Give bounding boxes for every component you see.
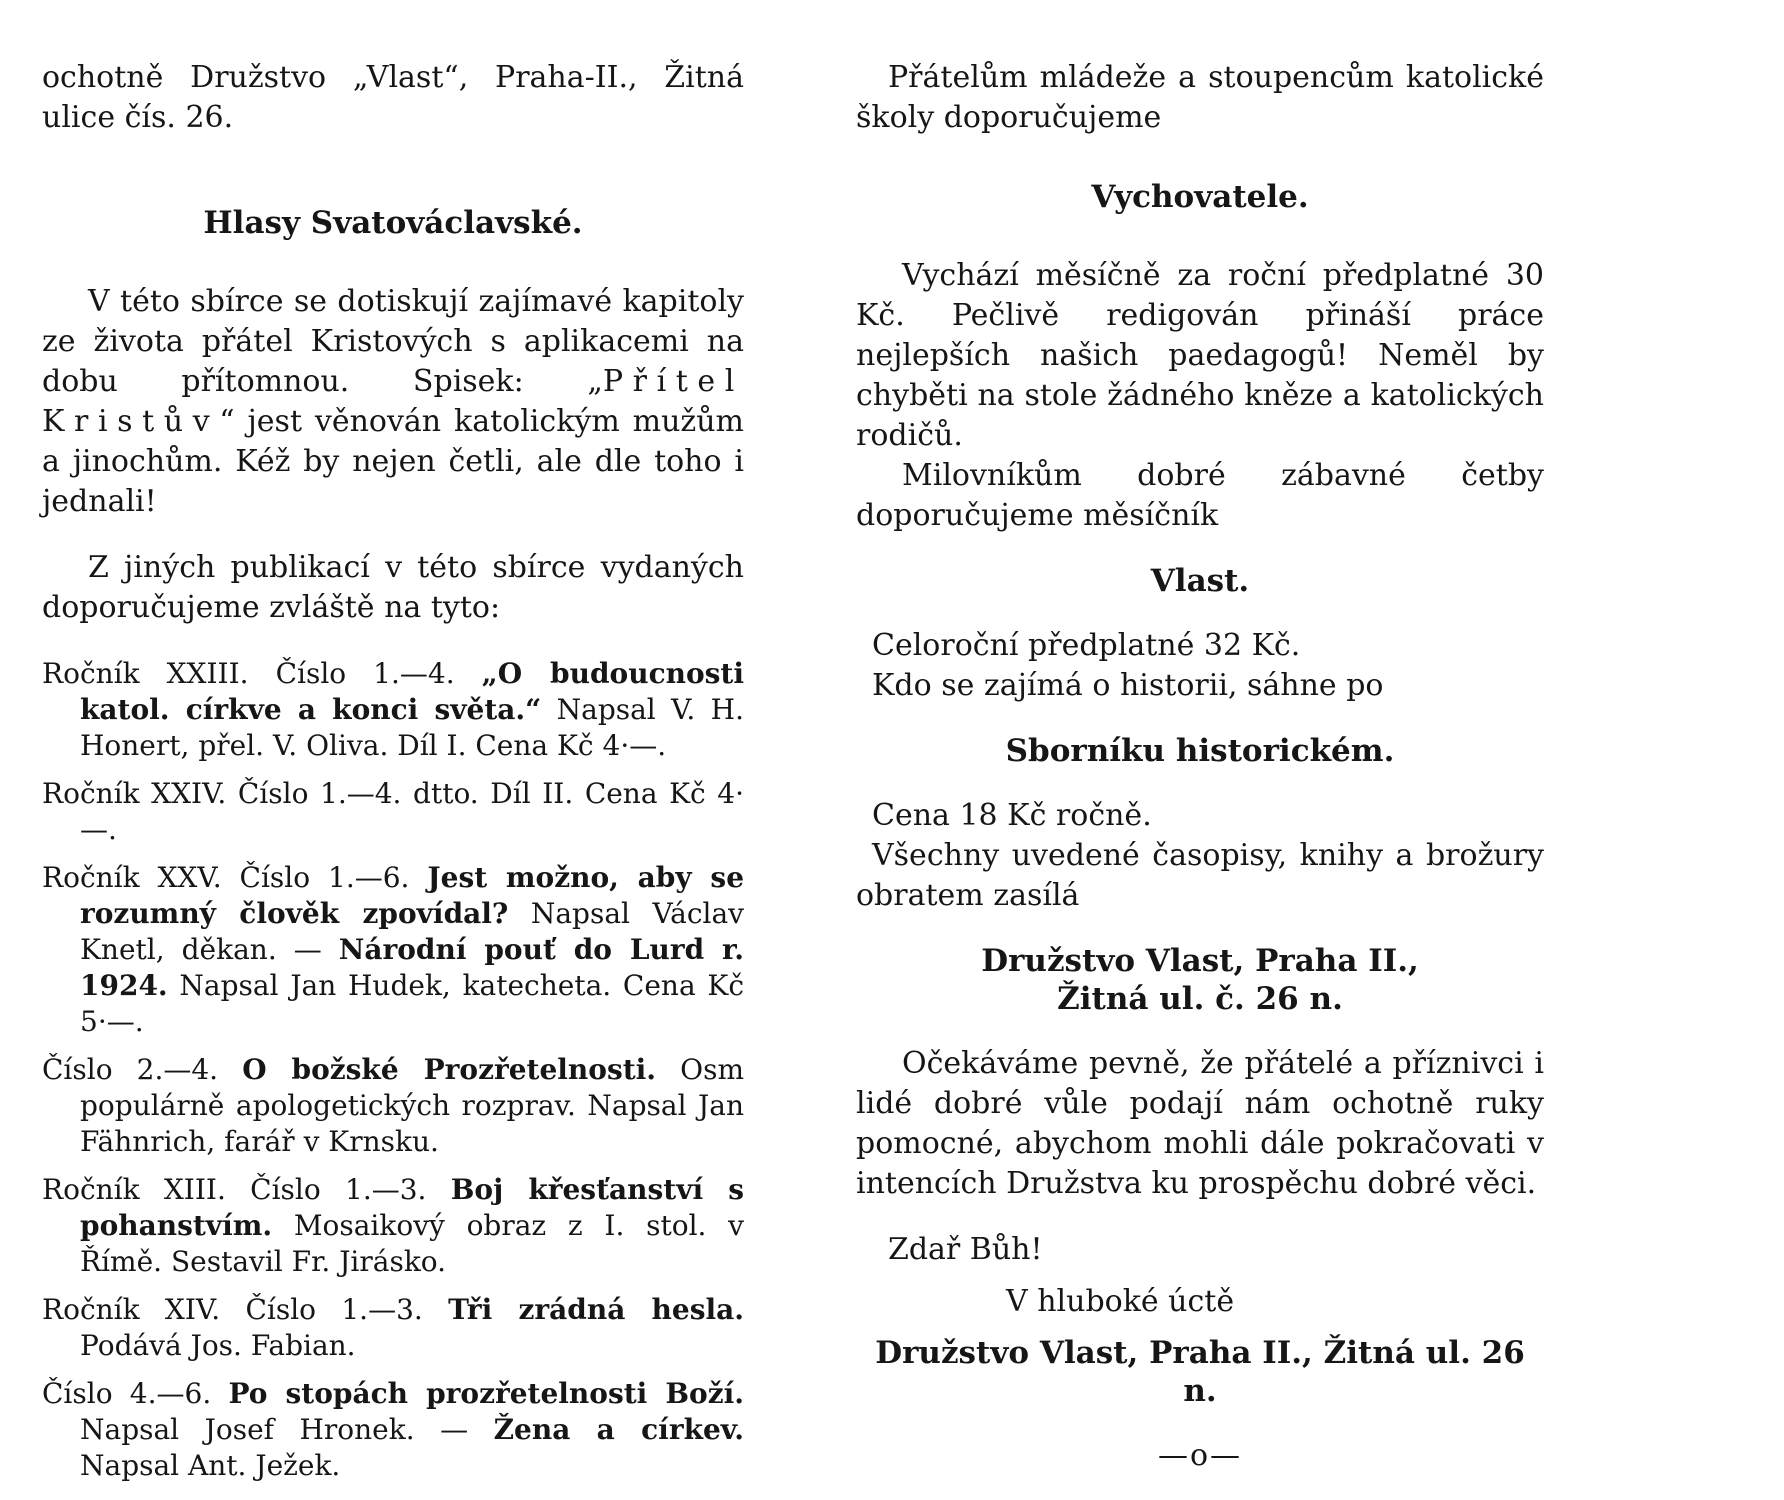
publications-list [42, 656, 744, 1484]
publication-item: Číslo 4.—6. Po stopách prozřetelnosti Boží. Napsal Josef Hronek. — Žena a církev. Napsal Ant. Ježek. [42, 1377, 745, 1482]
address-heading-line1: Družstvo Vlast, Praha II., [981, 942, 1419, 979]
section-heading-sbornik-historicky: Sborníku historickém. [1005, 732, 1395, 769]
paragraph-pratelum: Přátelům mládeže a stoupencům katolické školy doporučujeme [856, 60, 1544, 135]
publication-item: Ročník XXV. Číslo 1.—6. Jest možno, aby se rozumný člověk zpovídal? Napsal Václav Knetl, děkan. — Národní pouť do Lurd r. 1924. Napsal Jan Hudek, katecheta. Cena Kč 5·—. [42, 861, 745, 1038]
end-divider: —o— [1157, 1437, 1243, 1473]
signature-line: Družstvo Vlast, Praha II., Žitná ul. 26 n. [875, 1334, 1525, 1409]
address-heading [856, 942, 1544, 1018]
continuation-paragraph: ochotně Družstvo „Vlast“, Praha-II., Žitná ulice čís. 26. [42, 60, 744, 135]
publication-item: Ročník XIV. Číslo 1.—3. Tři zrádná hesla. Podává Jos. Fabian. [42, 1293, 744, 1362]
paragraph-milovnikum: Milovníkům dobré zábavné četby doporučujeme měsíčník [856, 458, 1544, 533]
line-cena-18-kc: Cena 18 Kč ročně. [872, 797, 1152, 833]
paragraph-sbirka: V této sbírce se dotiskují zajímavé kapitoly ze života přátel Kristových s aplikacemi na dobu přítomnou. Spisek: „Přítel Kristův“ jest věnován katolickým mužům a jinochům. Kéž by nejen četli, ale dle toho i jednali! [42, 284, 744, 519]
left-column [42, 58, 744, 1484]
paragraph-vsechny-casopisy: Všechny uvedené časopisy, knihy a brožury obratem zasílá [856, 837, 1544, 913]
line-celorocni-predplatne: Celoroční předplatné 32 Kč. [872, 627, 1301, 663]
publication-item: Ročník XIII. Číslo 1.—3. Boj křesťanství s pohanstvím. Mosaikový obraz z I. stol. v Římě. Sestavil Fr. Jirásko. [42, 1173, 745, 1278]
line-v-hluboke-ucte: V hluboké úctě [1006, 1283, 1235, 1319]
right-column [856, 58, 1544, 1473]
publication-item: Ročník XXIII. Číslo 1.—4. „O budoucnosti katol. církve a konci světa.“ Napsal V. H. Honert, přel. V. Oliva. Díl I. Cena Kč 4·—. [42, 657, 744, 762]
section-heading-hlasy-svatovaclavske: Hlasy Svatováclavské. [203, 205, 583, 241]
section-heading-vychovatele: Vychovatele. [1091, 179, 1309, 215]
line-kdo-se-zajima: Kdo se zajímá o historii, sáhne po [872, 667, 1384, 703]
publication-item: Ročník XXIV. Číslo 1.—4. dtto. Díl II. Cena Kč 4·—. [42, 777, 744, 846]
line-zdar-buh: Zdař Bůh! [888, 1231, 1043, 1267]
publication-item: Číslo 2.—4. O božské Prozřetelnosti. Osm populárně apologetických rozprav. Napsal Jan Fähnrich, farář v Krnsku. [42, 1053, 745, 1158]
section-heading-vlast: Vlast. [1150, 563, 1250, 599]
paragraph-vychazi: Vychází měsíčně za roční předplatné 30 Kč. Pečlivě redigován přináší práce nejlepších našich paedagogů! Neměl by chyběti na stole žádného kněze a katolických rodičů. [856, 258, 1544, 453]
address-heading-line2: Žitná ul. č. 26 n. [1057, 980, 1343, 1017]
paragraph-jine-publikace: Z jiných publikací v této sbírce vydaných doporučujeme zvláště na tyto: [42, 550, 744, 625]
paragraph-ocekavame: Očekáváme pevně, že přátelé a příznivci i lidé dobré vůle podají nám ochotně ruky pomocné, abychom mohli dále pokračovati v intencích Družstva ku prospěchu dobré věci. [856, 1045, 1544, 1201]
